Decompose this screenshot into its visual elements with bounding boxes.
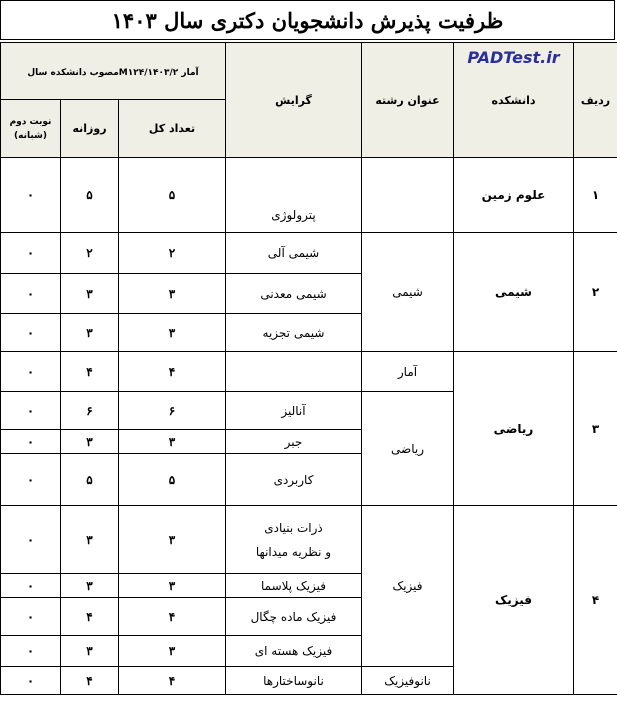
row-number-cell: ۴ bbox=[574, 506, 617, 695]
table-row bbox=[1, 506, 617, 574]
day-cell: ۴ bbox=[61, 667, 119, 695]
faculty-cell: علوم زمین bbox=[454, 158, 574, 233]
night-cell: ۰ bbox=[1, 430, 61, 454]
spec-cell: شیمی معدنی bbox=[226, 274, 362, 314]
total-cell: ۳ bbox=[119, 506, 226, 574]
night-header bbox=[1, 100, 61, 158]
spec-cell: پترولوژی bbox=[226, 158, 362, 233]
field-cell: آمار bbox=[362, 352, 454, 392]
row-number-cell: ۲ bbox=[574, 233, 617, 352]
total-cell: ۳ bbox=[119, 574, 226, 598]
faculty-header-cell bbox=[454, 43, 574, 158]
day-cell: ۴ bbox=[61, 598, 119, 636]
faculty-cell: فیزیک bbox=[454, 506, 574, 695]
total-cell: ۳ bbox=[119, 636, 226, 667]
total-cell: ۴ bbox=[119, 667, 226, 695]
field-cell: فیزیک bbox=[362, 506, 454, 667]
row-no-header: ردیف bbox=[574, 43, 617, 158]
spec-cell: آنالیز bbox=[226, 392, 362, 430]
day-cell: ۳ bbox=[61, 274, 119, 314]
day-cell: ۳ bbox=[61, 506, 119, 574]
field-cell: شیمی bbox=[362, 233, 454, 352]
total-cell: ۳ bbox=[119, 274, 226, 314]
night-cell: ۰ bbox=[1, 274, 61, 314]
field-header: عنوان رشته bbox=[362, 43, 454, 158]
night-header-line2: (شبانه) bbox=[14, 130, 47, 141]
field-cell: نانوفیزیک bbox=[362, 667, 454, 695]
header-row bbox=[1, 43, 617, 100]
spec-cell: کاربردی bbox=[226, 454, 362, 506]
night-cell: ۰ bbox=[1, 506, 61, 574]
spec-line1: ذرات بنیادی bbox=[264, 520, 323, 535]
title-bar bbox=[0, 0, 615, 40]
spec-cell: فیزیک پلاسما bbox=[226, 574, 362, 598]
night-cell: ۰ bbox=[1, 574, 61, 598]
faculty-header: دانشکده bbox=[491, 93, 536, 107]
field-cell-empty bbox=[362, 158, 454, 233]
night-cell: ۰ bbox=[1, 598, 61, 636]
spec-cell-empty bbox=[226, 352, 362, 392]
night-cell: ۰ bbox=[1, 314, 61, 352]
night-cell: ۰ bbox=[1, 454, 61, 506]
total-cell: ۵ bbox=[119, 158, 226, 233]
faculty-cell: شیمی bbox=[454, 233, 574, 352]
total-header: تعداد کل bbox=[119, 100, 226, 158]
row-number-cell: ۱ bbox=[574, 158, 617, 233]
day-cell: ۳ bbox=[61, 574, 119, 598]
table-row bbox=[1, 352, 617, 392]
total-cell: ۴ bbox=[119, 352, 226, 392]
total-cell: ۳ bbox=[119, 430, 226, 454]
total-cell: ۴ bbox=[119, 598, 226, 636]
field-cell: ریاضی bbox=[362, 392, 454, 506]
night-cell: ۰ bbox=[1, 352, 61, 392]
spec-cell: نانوساختارها bbox=[226, 667, 362, 695]
spec-cell: شیمی تجزیه bbox=[226, 314, 362, 352]
day-cell: ۴ bbox=[61, 352, 119, 392]
specialization-header: گرایش bbox=[226, 43, 362, 158]
page-title: ظرفیت پذیرش دانشجویان دکتری سال ۱۴۰۳ bbox=[111, 7, 504, 33]
day-cell: ۳ bbox=[61, 314, 119, 352]
spec-cell: فیزیک ماده چگال bbox=[226, 598, 362, 636]
day-header: روزانه bbox=[61, 100, 119, 158]
spec-cell: فیزیک هسته ای bbox=[226, 636, 362, 667]
day-cell: ۲ bbox=[61, 233, 119, 274]
day-cell: ۶ bbox=[61, 392, 119, 430]
stats-caption: آمار ۱۴۰۳/۲/M۱۲۴مصوب دانشکده سال bbox=[27, 67, 199, 78]
capacity-table bbox=[0, 42, 617, 695]
spec-cell: شیمی آلی bbox=[226, 233, 362, 274]
row-number-cell: ۳ bbox=[574, 352, 617, 506]
total-cell: ۶ bbox=[119, 392, 226, 430]
total-cell: ۲ bbox=[119, 233, 226, 274]
total-cell: ۳ bbox=[119, 314, 226, 352]
day-cell: ۳ bbox=[61, 430, 119, 454]
day-cell: ۳ bbox=[61, 636, 119, 667]
day-cell: ۵ bbox=[61, 158, 119, 233]
night-cell: ۰ bbox=[1, 158, 61, 233]
padtest-logo: PADTest.ir bbox=[467, 48, 560, 67]
night-header-line1: نوبت دوم bbox=[9, 116, 52, 127]
night-cell: ۰ bbox=[1, 636, 61, 667]
day-cell: ۵ bbox=[61, 454, 119, 506]
table-row bbox=[1, 158, 617, 233]
faculty-cell: ریاضی bbox=[454, 352, 574, 506]
total-cell: ۵ bbox=[119, 454, 226, 506]
spec-cell bbox=[226, 506, 362, 574]
table-row bbox=[1, 233, 617, 274]
night-cell: ۰ bbox=[1, 667, 61, 695]
night-cell: ۰ bbox=[1, 233, 61, 274]
night-cell: ۰ bbox=[1, 392, 61, 430]
stats-caption-cell bbox=[1, 43, 226, 100]
spec-cell: جبر bbox=[226, 430, 362, 454]
spec-line2: و نظریه میدانها bbox=[255, 544, 332, 559]
